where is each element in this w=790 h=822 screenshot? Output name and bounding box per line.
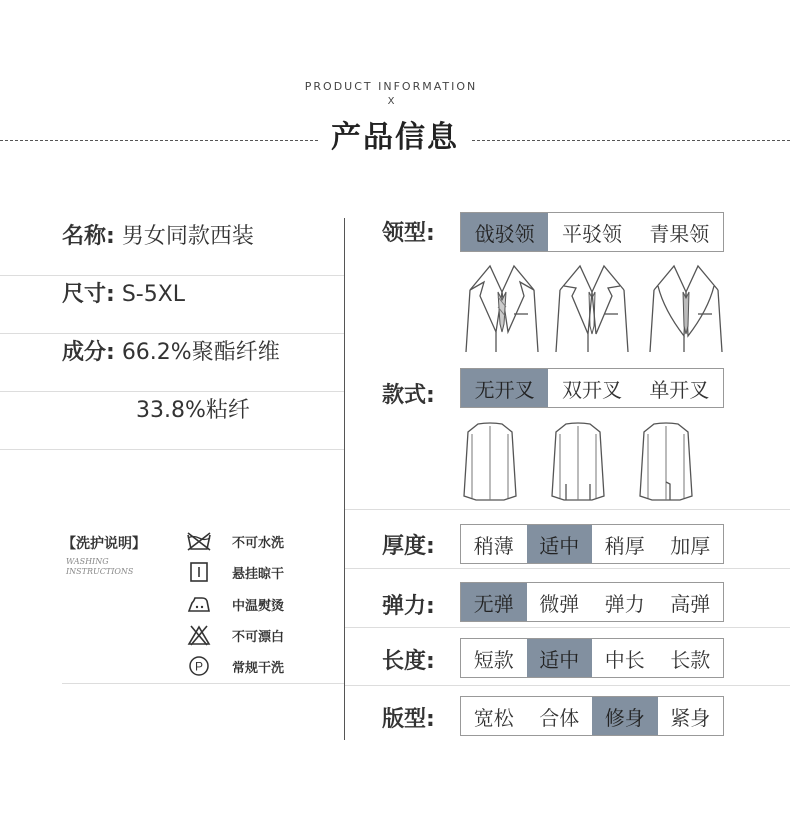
length-option: 长款 bbox=[670, 647, 711, 672]
fit-label: 版型: bbox=[382, 707, 435, 732]
jacket-single-vent-illustration bbox=[638, 420, 694, 502]
care-item: 不可水洗 bbox=[186, 529, 326, 553]
elasticity-option: 无弹 bbox=[461, 583, 527, 621]
care-item: 不可漂白 bbox=[186, 623, 326, 647]
info-composition-value-2: 33.8%粘纤 bbox=[136, 398, 250, 423]
info-size-row bbox=[62, 277, 185, 308]
length-options bbox=[460, 638, 724, 678]
collar-label: 领型: bbox=[382, 221, 435, 246]
collar-options bbox=[460, 212, 724, 252]
care-subtitle: WASHING INSTRUCTIONS bbox=[66, 557, 134, 576]
header-subtitle: PRODUCT INFORMATION bbox=[304, 80, 478, 93]
row-divider bbox=[0, 391, 344, 392]
style-label: 款式: bbox=[382, 383, 435, 408]
info-name-label: 名称: bbox=[62, 224, 115, 249]
row-divider bbox=[345, 509, 790, 510]
elasticity-option: 高弹 bbox=[670, 591, 711, 616]
length-option: 短款 bbox=[473, 647, 514, 672]
fit-option: 合体 bbox=[539, 705, 580, 730]
info-name-row bbox=[62, 219, 254, 250]
fit-options bbox=[460, 696, 724, 736]
info-composition-value: 66.2%聚酯纤维 bbox=[121, 340, 280, 365]
fit-option: 紧身 bbox=[670, 705, 711, 730]
jacket-double-vent-illustration bbox=[550, 420, 606, 502]
page-title: 产品信息 bbox=[331, 120, 459, 155]
style-option-single-vent: 单开叉 bbox=[649, 377, 710, 402]
collar-peak-illustration bbox=[462, 262, 542, 354]
collar-option-peak: 戗驳领 bbox=[461, 213, 548, 251]
thickness-option: 适中 bbox=[527, 525, 593, 563]
row-divider bbox=[345, 627, 790, 628]
style-option-no-vent: 无开叉 bbox=[461, 369, 548, 407]
row-divider bbox=[345, 568, 790, 569]
info-name-value: 男女同款西装 bbox=[121, 224, 254, 249]
jacket-no-vent-illustration bbox=[462, 420, 518, 502]
care-divider bbox=[62, 683, 344, 684]
care-item: 中温熨烫 bbox=[186, 592, 326, 616]
elasticity-option: 微弹 bbox=[539, 591, 580, 616]
row-divider bbox=[0, 275, 344, 276]
care-title: 【洗护说明】 bbox=[62, 536, 146, 552]
thickness-label: 厚度: bbox=[382, 534, 435, 559]
hang-dry-icon bbox=[186, 561, 212, 583]
info-composition-label: 成分: bbox=[62, 340, 115, 365]
info-size-value: S-5XL bbox=[121, 282, 186, 307]
thickness-option: 加厚 bbox=[670, 533, 711, 558]
fit-option: 修身 bbox=[592, 697, 658, 735]
elasticity-options bbox=[460, 582, 724, 622]
column-divider bbox=[344, 218, 345, 740]
length-label: 长度: bbox=[382, 649, 435, 674]
info-size-label: 尺寸: bbox=[62, 282, 115, 307]
row-divider bbox=[345, 685, 790, 686]
thickness-option: 稍厚 bbox=[604, 533, 645, 558]
row-divider bbox=[0, 333, 344, 334]
elasticity-label: 弹力: bbox=[382, 594, 435, 619]
info-composition-row bbox=[62, 335, 280, 366]
length-option: 适中 bbox=[527, 639, 593, 677]
iron-medium-icon bbox=[186, 593, 212, 615]
svg-text:P: P bbox=[194, 659, 204, 674]
row-divider bbox=[0, 449, 344, 450]
fit-option: 宽松 bbox=[473, 705, 514, 730]
elasticity-option: 弹力 bbox=[604, 591, 645, 616]
thickness-options bbox=[460, 524, 724, 564]
length-option: 中长 bbox=[604, 647, 645, 672]
collar-notch-illustration bbox=[552, 262, 632, 354]
style-options bbox=[460, 368, 724, 408]
header-x: X bbox=[387, 96, 395, 107]
style-option-double-vent: 双开叉 bbox=[561, 377, 622, 402]
info-composition-row-2 bbox=[136, 393, 250, 424]
no-wash-icon bbox=[186, 530, 212, 552]
collar-option-notch: 平驳领 bbox=[561, 221, 622, 246]
thickness-option: 稍薄 bbox=[473, 533, 514, 558]
no-bleach-icon bbox=[186, 624, 212, 646]
collar-option-shawl: 青果领 bbox=[649, 221, 710, 246]
collar-shawl-illustration bbox=[646, 262, 726, 354]
dry-clean-icon bbox=[186, 655, 212, 677]
care-item: P 常规干洗 bbox=[186, 654, 326, 678]
care-item: 悬挂晾干 bbox=[186, 560, 326, 584]
